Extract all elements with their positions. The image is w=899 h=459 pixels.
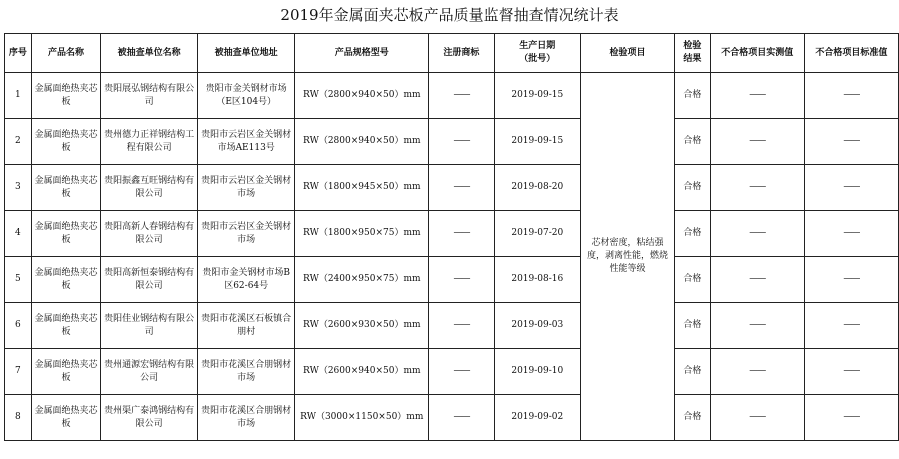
cell-unit-addr: 贵阳市云岩区金关钢材市场 [198, 211, 295, 257]
cell-trademark: —— [429, 119, 494, 165]
cell-trademark: —— [429, 73, 494, 119]
table-row [5, 257, 899, 303]
cell-standard: —— [804, 165, 898, 211]
header-spec: 产品规格型号 [295, 34, 429, 73]
cell-measured: —— [710, 303, 804, 349]
header-result-line2: 结果 [683, 54, 702, 64]
cell-product: 金属面绝热夹芯板 [31, 395, 100, 441]
cell-product: 金属面绝热夹芯板 [31, 73, 100, 119]
header-items: 检验项目 [580, 34, 674, 73]
cell-spec: RW（1800×950×75）mm [295, 211, 429, 257]
header-date-line1: 生产日期 [519, 41, 556, 51]
cell-seq: 5 [5, 257, 32, 303]
cell-product: 金属面绝热夹芯板 [31, 119, 100, 165]
cell-unit-addr: 贵阳市花溪区合朋钢材市场 [198, 395, 295, 441]
header-row [5, 34, 899, 73]
cell-date: 2019-09-15 [494, 119, 580, 165]
cell-seq: 6 [5, 303, 32, 349]
cell-seq: 7 [5, 349, 32, 395]
cell-result: 合格 [675, 303, 711, 349]
cell-unit-name: 贵阳展弘钢结构有限公司 [101, 73, 198, 119]
cell-date: 2019-07-20 [494, 211, 580, 257]
cell-standard: —— [804, 395, 898, 441]
table-row [5, 349, 899, 395]
cell-result: 合格 [675, 119, 711, 165]
cell-measured: —— [710, 165, 804, 211]
cell-standard: —— [804, 73, 898, 119]
cell-unit-addr: 贵阳市金关钢材市场B区62-64号 [198, 257, 295, 303]
cell-seq: 4 [5, 211, 32, 257]
header-measured: 不合格项目实测值 [710, 34, 804, 73]
cell-date: 2019-08-16 [494, 257, 580, 303]
cell-standard: —— [804, 303, 898, 349]
inspection-table [4, 33, 899, 441]
cell-product: 金属面绝热夹芯板 [31, 165, 100, 211]
cell-date: 2019-09-03 [494, 303, 580, 349]
cell-result: 合格 [675, 73, 711, 119]
cell-date: 2019-09-10 [494, 349, 580, 395]
cell-date: 2019-09-02 [494, 395, 580, 441]
cell-measured: —— [710, 119, 804, 165]
cell-product: 金属面绝热夹芯板 [31, 349, 100, 395]
header-result [675, 34, 711, 73]
cell-unit-name: 贵阳高新人春钢结构有限公司 [101, 211, 198, 257]
cell-unit-name: 贵州德力正祥钢结构工程有限公司 [101, 119, 198, 165]
cell-unit-name: 贵州通源宏钢结构有限公司 [101, 349, 198, 395]
header-seq: 序号 [5, 34, 32, 73]
cell-measured: —— [710, 395, 804, 441]
cell-spec: RW（3000×1150×50）mm [295, 395, 429, 441]
cell-date: 2019-08-20 [494, 165, 580, 211]
table-row [5, 395, 899, 441]
table-row [5, 303, 899, 349]
table-row [5, 165, 899, 211]
cell-result: 合格 [675, 257, 711, 303]
page-title: 2019年金属面夹芯板产品质量监督抽查情况统计表 [280, 6, 619, 24]
cell-standard: —— [804, 349, 898, 395]
cell-result: 合格 [675, 395, 711, 441]
cell-unit-addr: 贵阳市云岩区金关钢材市场 [198, 165, 295, 211]
cell-unit-addr: 贵阳市金关钢材市场（E区104号） [198, 73, 295, 119]
cell-trademark: —— [429, 257, 494, 303]
cell-spec: RW（2800×940×50）mm [295, 73, 429, 119]
cell-seq: 2 [5, 119, 32, 165]
cell-unit-addr: 贵阳市花溪区石板镇合朋村 [198, 303, 295, 349]
cell-standard: —— [804, 211, 898, 257]
cell-product: 金属面绝热夹芯板 [31, 257, 100, 303]
cell-measured: —— [710, 211, 804, 257]
cell-spec: RW（2600×940×50）mm [295, 349, 429, 395]
cell-spec: RW（1800×945×50）mm [295, 165, 429, 211]
cell-measured: —— [710, 257, 804, 303]
cell-result: 合格 [675, 349, 711, 395]
cell-standard: —— [804, 257, 898, 303]
table-row [5, 73, 899, 119]
table-row [5, 211, 899, 257]
header-trademark: 注册商标 [429, 34, 494, 73]
cell-seq: 1 [5, 73, 32, 119]
table-row [5, 119, 899, 165]
header-unit-addr: 被抽查单位地址 [198, 34, 295, 73]
header-date [494, 34, 580, 73]
cell-result: 合格 [675, 211, 711, 257]
cell-unit-name: 贵阳佳业钢结构有限公司 [101, 303, 198, 349]
cell-measured: —— [710, 73, 804, 119]
cell-unit-addr: 贵阳市云岩区金关钢材市场AE113号 [198, 119, 295, 165]
cell-trademark: —— [429, 395, 494, 441]
cell-product: 金属面绝热夹芯板 [31, 303, 100, 349]
cell-unit-name: 贵阳高新恒泰钢结构有限公司 [101, 257, 198, 303]
cell-measured: —— [710, 349, 804, 395]
cell-unit-name: 贵阳振鑫互旺钢结构有限公司 [101, 165, 198, 211]
cell-trademark: —— [429, 211, 494, 257]
cell-seq: 8 [5, 395, 32, 441]
header-date-line2: （批号） [519, 54, 556, 64]
cell-inspection-items: 芯材密度，粘结强度，剥离性能，燃烧性能等级 [580, 73, 674, 441]
cell-unit-name: 贵州渠广泰鸿钢结构有限公司 [101, 395, 198, 441]
cell-date: 2019-09-15 [494, 73, 580, 119]
header-result-line1: 检验 [683, 41, 702, 51]
cell-product: 金属面绝热夹芯板 [31, 211, 100, 257]
cell-result: 合格 [675, 165, 711, 211]
cell-trademark: —— [429, 303, 494, 349]
header-standard: 不合格项目标准值 [804, 34, 898, 73]
cell-spec: RW（2400×950×75）mm [295, 257, 429, 303]
cell-spec: RW（2600×930×50）mm [295, 303, 429, 349]
cell-trademark: —— [429, 165, 494, 211]
cell-unit-addr: 贵阳市花溪区合朋钢材市场 [198, 349, 295, 395]
cell-spec: RW（2800×940×50）mm [295, 119, 429, 165]
cell-trademark: —— [429, 349, 494, 395]
cell-standard: —— [804, 119, 898, 165]
cell-seq: 3 [5, 165, 32, 211]
header-unit-name: 被抽查单位名称 [101, 34, 198, 73]
header-product: 产品名称 [31, 34, 100, 73]
